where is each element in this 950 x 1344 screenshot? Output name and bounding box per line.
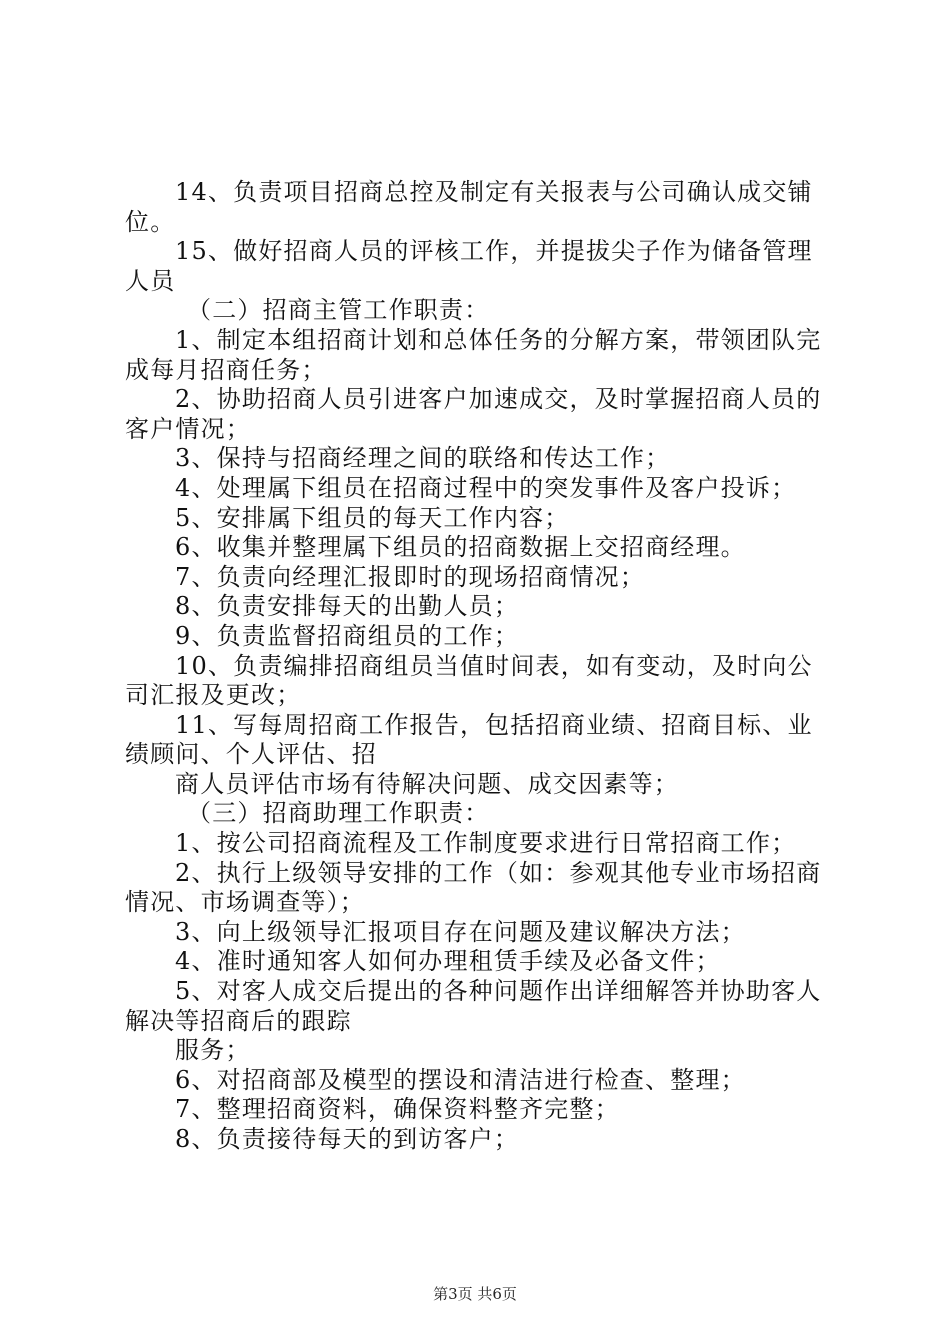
text-line: 5、对客人成交后提出的各种问题作出详细解答并协助客人 — [175, 977, 822, 1006]
text-line: 7、整理招商资料，确保资料整齐完整； — [175, 1095, 620, 1124]
text-line: 1、制定本组招商计划和总体任务的分解方案，带领团队完 — [175, 325, 822, 354]
page-footer: 第3页 共6页 — [433, 1285, 517, 1303]
text-line: 3、向上级领导汇报项目存在问题及建议解决方法； — [175, 917, 746, 946]
document-body — [125, 178, 830, 1155]
text-line: 绩顾问、个人评估、招 — [125, 740, 377, 769]
text-line: 4、准时通知客人如何办理租赁手续及必备文件； — [175, 947, 721, 976]
text-line: 5、安排属下组员的每天工作内容； — [175, 503, 570, 532]
text-line: 6、对招商部及模型的摆设和清洁进行检查、整理； — [175, 1065, 746, 1094]
text-line: （三）招商助理工作职责： — [187, 799, 490, 828]
text-line: 6、收集并整理属下组员的招商数据上交招商经理。 — [175, 533, 746, 562]
text-line: 客户情况； — [125, 414, 251, 443]
text-line: 9、负责监督招商组员的工作； — [175, 621, 520, 650]
text-line: 2、执行上级领导安排的工作（如：参观其他专业市场招商 — [175, 858, 822, 887]
text-line: 8、负责安排每天的出勤人员； — [175, 592, 520, 621]
text-line: 1、按公司招商流程及工作制度要求进行日常招商工作； — [175, 829, 797, 858]
text-line: 商人员评估市场有待解决问题、成交因素等； — [175, 769, 679, 798]
text-line: 4、处理属下组员在招商过程中的突发事件及客户投诉； — [175, 473, 797, 502]
text-line: （二）招商主管工作职责： — [187, 296, 490, 325]
text-line: 14、负责项目招商总控及制定有关报表与公司确认成交铺 — [175, 178, 813, 206]
text-line: 11、写每周招商工作报告，包括招商业绩、招商目标、业 — [175, 710, 813, 739]
text-line: 8、负责接待每天的到访客户； — [175, 1125, 520, 1153]
text-line: 2、协助招商人员引进客户加速成交，及时掌握招商人员的 — [175, 385, 822, 414]
text-line: 成每月招商任务； — [125, 355, 327, 384]
text-line: 10、负责编排招商组员当值时间表，如有变动，及时向公 — [175, 651, 813, 680]
text-line: 15、做好招商人员的评核工作，并提拔尖子作为储备管理 — [175, 237, 813, 266]
text-line: 解决等招商后的跟踪 — [125, 1006, 352, 1035]
text-line: 情况、市场调查等）； — [125, 888, 365, 917]
text-line: 位。 — [125, 207, 176, 236]
text-line: 司汇报及更改； — [125, 681, 302, 710]
text-line: 人员 — [125, 266, 176, 295]
text-line: 7、负责向经理汇报即时的现场招商情况； — [175, 562, 646, 591]
text-line: 服务； — [175, 1036, 251, 1065]
text-line: 3、保持与招商经理之间的联络和传达工作； — [175, 444, 671, 473]
